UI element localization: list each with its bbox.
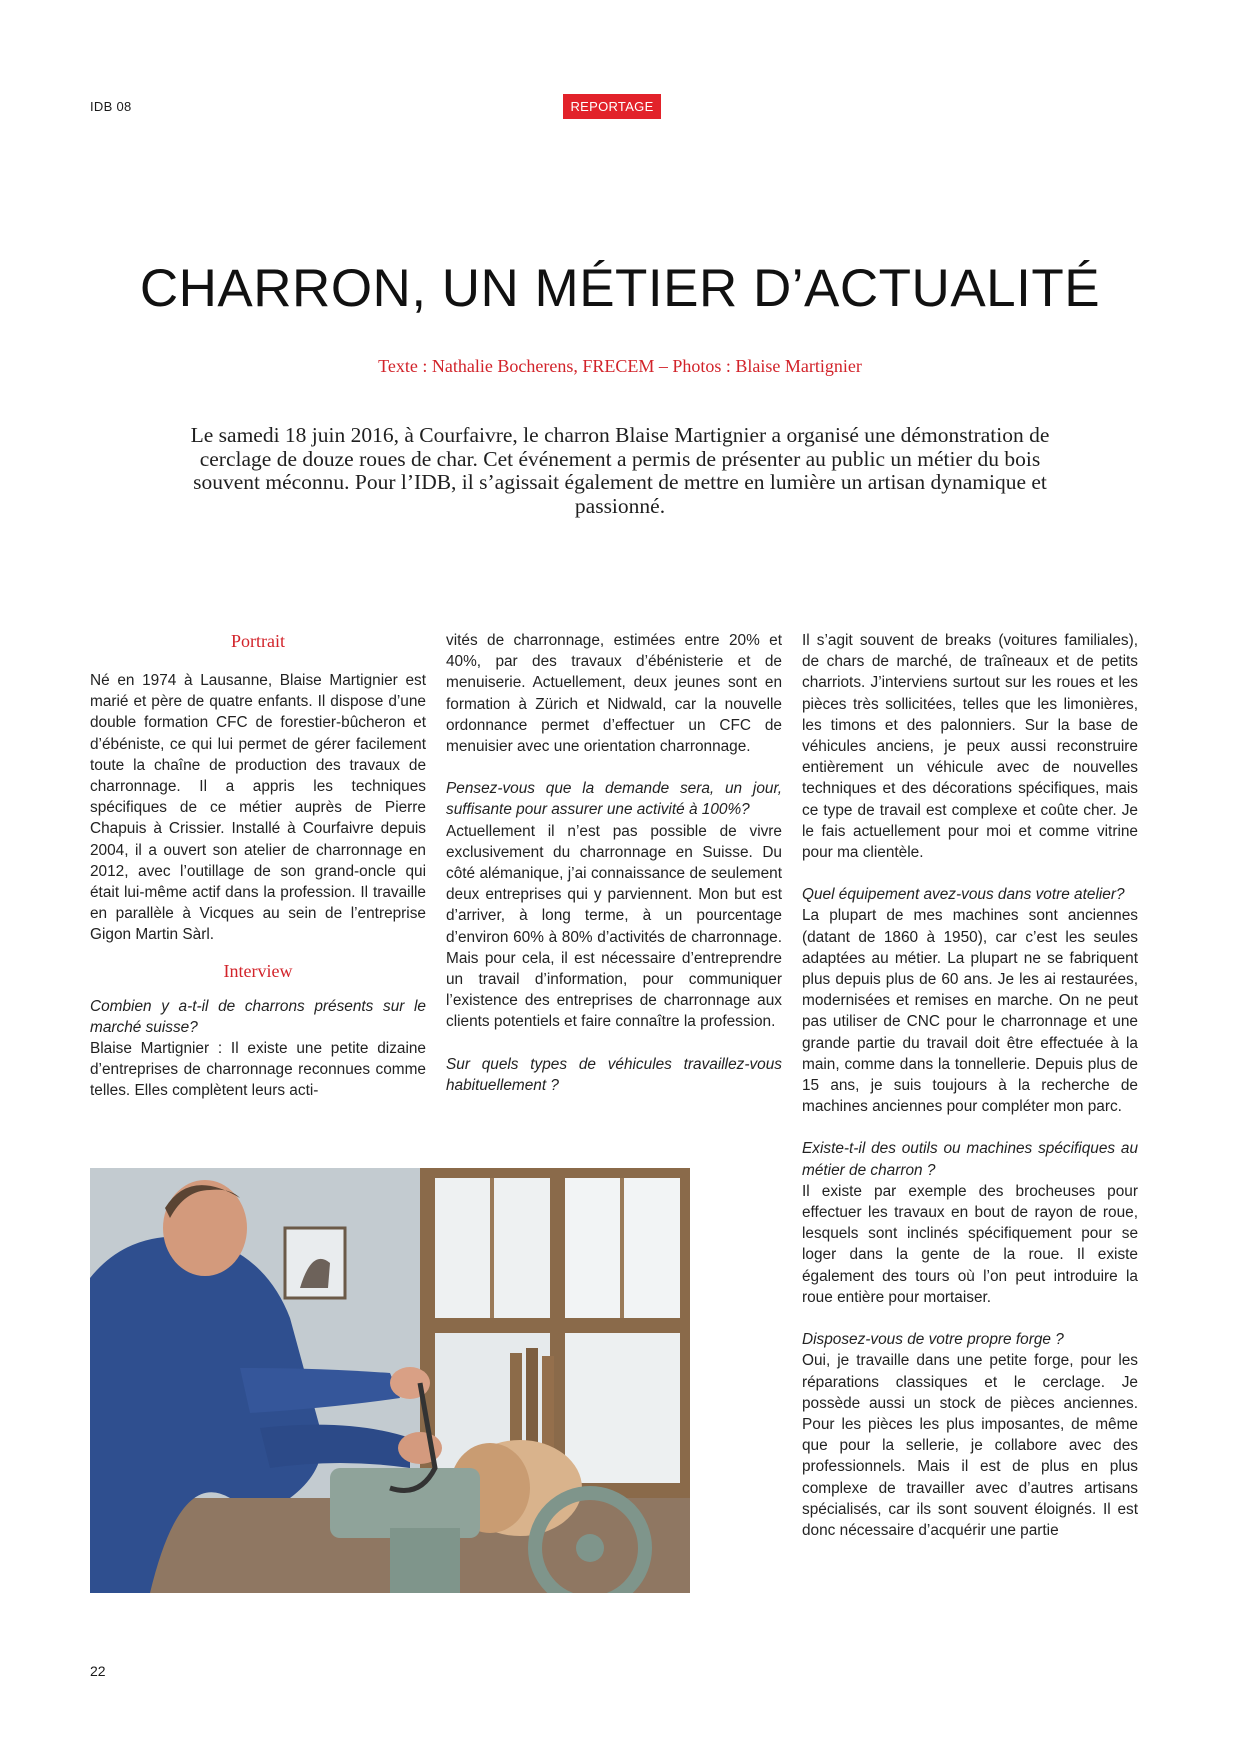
answer-1-continued: vités de charronnage, estimées entre 20% et 40%, par des travaux d’ébénisterie et de menuiserie. Actuellement, deux jeunes sont en formation à Zürich et Nidwald, car la nouvelle ordonnance permet d’effectuer un CFC de menuisier avec une orientation charronnage. bbox=[446, 632, 782, 756]
column-3 bbox=[802, 630, 1138, 1541]
photo-illustration bbox=[90, 1168, 690, 1593]
article-lead: Le samedi 18 juin 2016, à Courfaivre, le charron Blaise Martignier a organisé une démonstration de cerclage de douze roues de char. Cet événement a permis de présenter au public un métier du bois souvent méconnu. Pour l’IDB, il s’agissait également de mettre en lumière un artisan dynamique et passionné. bbox=[190, 423, 1050, 518]
answer-1: Blaise Martignier : Il existe une petite dizaine d’entreprises de charronnage reconnues comme telles. Elles complètent leurs acti- bbox=[90, 1040, 426, 1100]
answer-4: La plupart de mes machines sont anciennes (datant de 1860 à 1950), car c’est les seules adaptées au métier. La plupart ne se fabriquent plus depuis plus de 60 ans. Je les ai restaurées, modernisées et remises en marche. On ne peut pas utiliser de CNC pour le charronnage et une grande partie du travail doit être effectuée à la main, comme dans la tonnellerie. Depuis plus de 15 ans, je suis toujours à la recherche de machines anciennes pour compléter mon parc. bbox=[802, 907, 1138, 1116]
question-3: Sur quels types de véhicules travaillez-vous habituellement ? bbox=[446, 1055, 782, 1094]
craftsman-at-lathe-photo bbox=[90, 1168, 690, 1593]
answer-6: Oui, je travaille dans une petite forge, pour les réparations classiques et le cerclage. Je possède aussi un stock de pièces anciennes. Pour les pièces les plus imposantes, de même que pour la sellerie, je collabore avec des professionnels. Mais il est de plus en plus complexe de travailler avec d’autres artisans spécialisés, car ils sont souvent éloignés. Il est donc nécessaire d’acquérir une partie bbox=[802, 1352, 1138, 1539]
page-number: 22 bbox=[90, 1663, 106, 1679]
interview-heading: Interview bbox=[223, 960, 293, 981]
question-4: Quel équipement avez-vous dans votre atelier? bbox=[802, 886, 1125, 904]
column-1 bbox=[90, 630, 426, 1102]
portrait-text: Né en 1974 à Lausanne, Blaise Martignier est marié et père de quatre enfants. Il dispose d’une double formation CFC de forestier-bûcheron et d’ébéniste, ce qui lui permet de gérer facilement toute la chaîne de production des travaux de charronnage. Il a appris les techniques spécifiques de ce métier auprès de Pierre Chapuis à Crissier. Installé à Courfaivre depuis 2004, il a ouvert son atelier de charronnage en 2012, avec l’outillage de son grand-oncle qui était lui-même actif dans la profession. Il travaille en parallèle à Vicques au sein de l’entreprise Gigon Martin Sàrl. bbox=[90, 672, 426, 944]
answer-5: Il existe par exemple des brocheuses pour effectuer les travaux en bout de rayon de roue, lesquels sont inclinés spécifiquement pour se loger dans la gente de la roue. Il existe également des tours où l’on peut introduire la roue entière pour mortaiser. bbox=[802, 1182, 1138, 1306]
question-6: Disposez-vous de votre propre forge ? bbox=[802, 1331, 1064, 1349]
issue-label: IDB 08 bbox=[90, 99, 132, 114]
question-2: Pensez-vous que la demande sera, un jour, suffisante pour assurer une activité à 100%? bbox=[446, 780, 782, 819]
portrait-heading: Portrait bbox=[231, 631, 285, 651]
question-5: Existe-t-il des outils ou machines spécifiques au métier de charron ? bbox=[802, 1140, 1138, 1179]
article-title: CHARRON, UN MÉTIER D’ACTUALITÉ bbox=[139, 259, 1101, 318]
column-2 bbox=[446, 630, 782, 1096]
question-1: Combien y a-t-il de charrons présents sur le marché suisse? bbox=[90, 997, 426, 1036]
answer-2: Actuellement il n’est pas possible de vivre exclusivement du charronnage en Suisse. Du côté alémanique, j’ai connaissance de seulement deux entreprises qui y parviennent. Mon but est d’arriver, à long terme, à un pourcentage d’environ 60% à 80% d’activités de charronnage. Mais pour cela, il est nécessaire d’entreprendre un travail d’information, pour communiquer l’existence des entreprises de charronnage aux clients potentiels et faire connaître la profession. bbox=[446, 822, 782, 1031]
rubric-badge: REPORTAGE bbox=[563, 94, 661, 119]
answer-3: Il s’agit souvent de breaks (voitures familiales), de chars de marché, de traîneaux et de petits charriots. J’interviens surtout sur les roues et les pièces très sollicitées, telles que les limonières, les timons et des palonniers. Sur la base de véhicules anciens, je peux aussi reconstruire entièrement un véhicule avec de nouvelles techniques et des décorations spécifiques, mais ce type de travail est complexe et coûte cher. Je le fais actuellement pour moi et comme vitrine pour ma clientèle. bbox=[802, 632, 1138, 862]
article-credits: Texte : Nathalie Bocherens, FRECEM – Photos : Blaise Martignier bbox=[378, 356, 862, 376]
